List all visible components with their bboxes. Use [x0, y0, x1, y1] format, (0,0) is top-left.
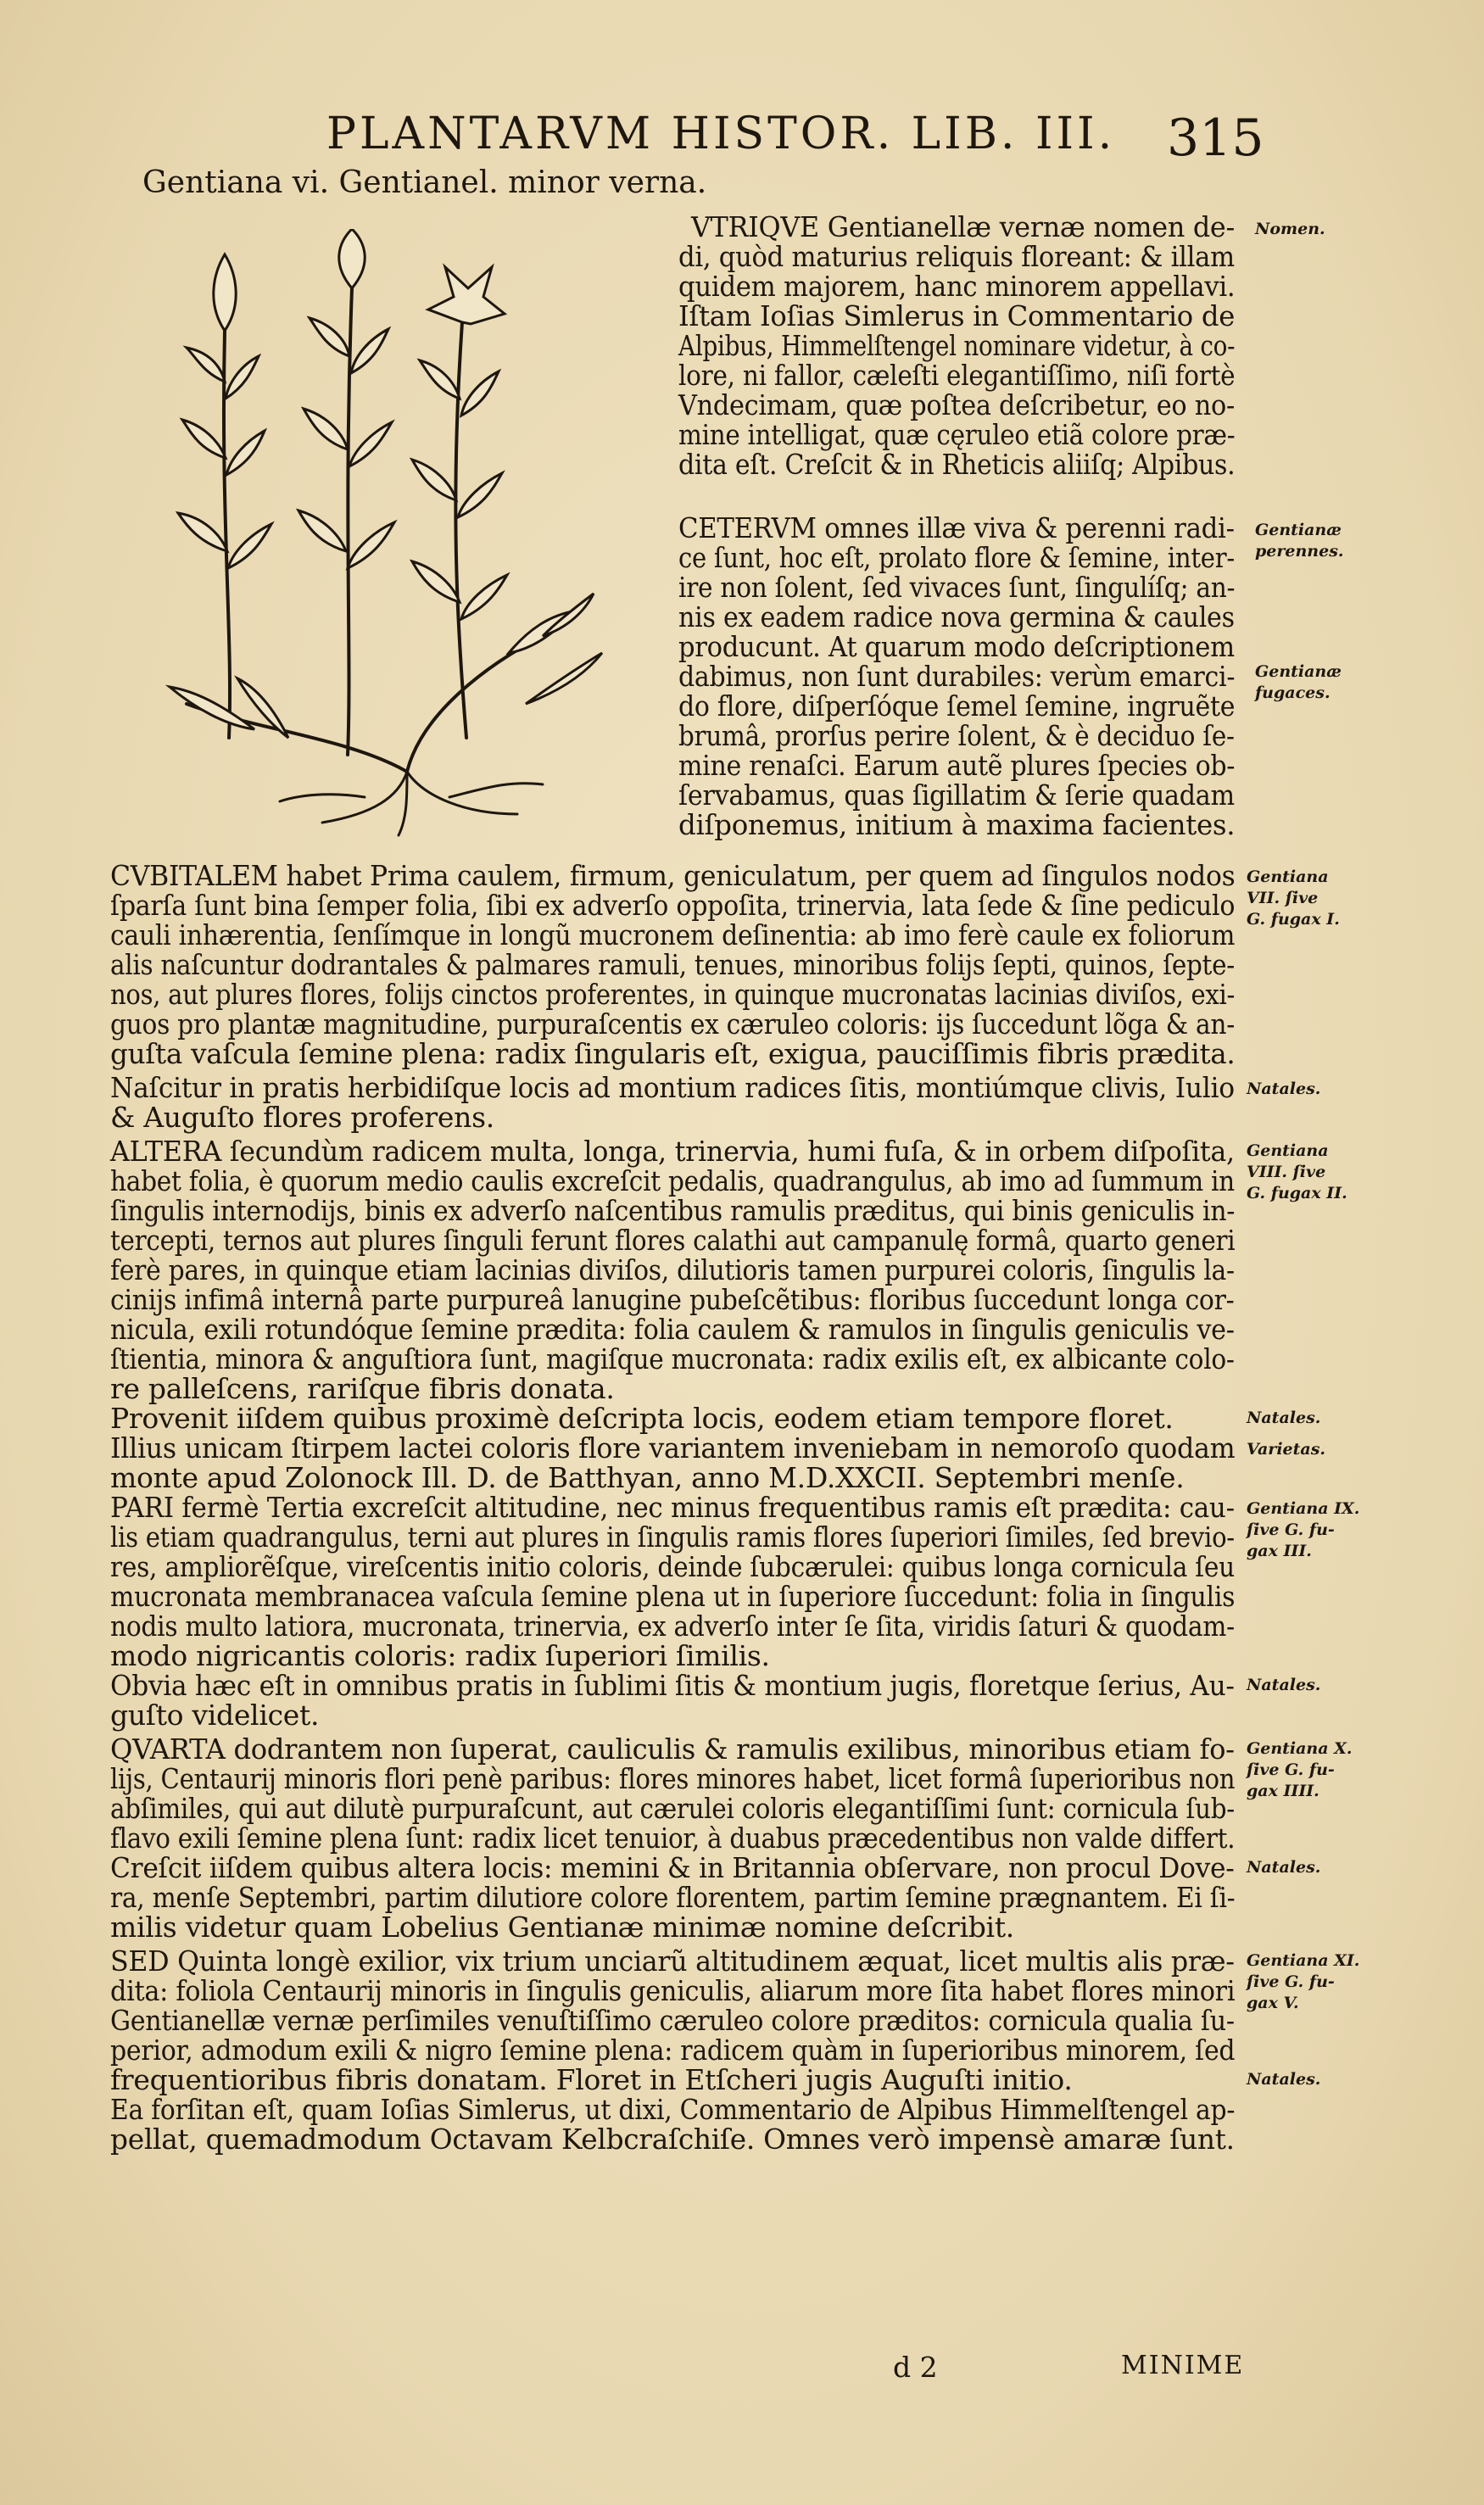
margin-note: Gentiana	[1247, 1141, 1329, 1160]
text-line: PARI fermè Tertia excreſcit altitudine, nec minus frequentibus ramis eſt prædita: cau-	[110, 1491, 1235, 1524]
text-line: nos, aut plures flores, folijs cinctos proferentes, in quinque mucronatas lacinias diviſos, exi-	[110, 978, 1236, 1011]
text-line: nis ex eadem radice nova germina & caules	[678, 600, 1235, 633]
text-line: lore, ni fallor, cæleſti elegantiſſimo, niſi fortè	[678, 359, 1236, 392]
flower	[339, 229, 365, 288]
plant-root	[449, 784, 543, 797]
text-line: & Auguſto flores proferens.	[110, 1101, 494, 1134]
plant-stem	[455, 322, 466, 738]
leaf	[310, 318, 349, 356]
text-line: lijs, Centaurij minoris flori penè paribus: flores minores habet, licet formâ ſuperioribus non	[110, 1762, 1236, 1795]
text-line: Iſtam Ioſias Simlerus in Commentario de	[678, 299, 1236, 332]
text-line: mine intelligat, quæ cęruleo etiã colore præ-	[678, 418, 1236, 451]
page-number: 315	[1167, 109, 1264, 168]
leaf	[182, 420, 226, 458]
text-line: pellat, quemadmodum Octavam Kelbcraſchiſe. Omnes verò impensè amaræ ſunt.	[110, 2123, 1235, 2156]
leaf	[543, 594, 594, 636]
margin-note: ſive G. fu-	[1247, 1760, 1335, 1779]
plant-stem	[407, 636, 543, 772]
text-line: ſingulis internodijs, binis ex adverſo naſcentibus ramulis præditus, qui binis geniculis in-	[110, 1194, 1236, 1227]
text-line: abſimiles, qui aut dilutè purpuraſcunt, aut cærulei coloris elegantiſſimi ſunt: cornicula ſub-	[110, 1792, 1235, 1825]
text-line: VTRIQVE Gentianellæ vernæ nomen de-	[691, 210, 1235, 243]
text-line: monte apud Zolonock Ill. D. de Batthyan, anno M.D.XXCII. Septembri menſe.	[110, 1461, 1185, 1494]
text-line: cinijs infimâ internâ parte purpureâ lanugine pubeſcẽtibus: floribus ſuccedunt longa cor-	[110, 1283, 1235, 1316]
margin-note: Gentiana XI.	[1247, 1951, 1360, 1970]
text-line: quidem majorem, hanc minorem appellavi.	[678, 270, 1236, 303]
text-line: ire non ſolent, ſed vivaces ſunt, ſingulíſq; an-	[678, 571, 1236, 604]
flower	[428, 267, 505, 324]
margin-note: Natales.	[1247, 1080, 1321, 1098]
margin-note: Gentiana IX.	[1247, 1499, 1360, 1518]
margin-note: gax IIII.	[1247, 1782, 1319, 1800]
text-line: guos pro plantæ magnitudine, purpuraſcentis ex cæruleo coloris: ijs ſuccedunt lõga & an-	[110, 1007, 1235, 1040]
leaf	[170, 687, 254, 729]
text-line: ce ſunt, hoc eſt, prolato flore & ſemine, inter-	[678, 541, 1235, 574]
text-line: ſervabamus, quas ſigillatim & ſerie quadam	[678, 778, 1235, 812]
margin-note: perennes.	[1255, 542, 1344, 561]
leaf	[412, 561, 460, 602]
margin-note: Natales.	[1247, 1676, 1321, 1694]
text-line: alis naſcuntur dodrantales & palmares ramuli, tenues, minoribus folijs ſepti, quinos, ſepte-	[110, 948, 1235, 981]
plant-root	[280, 795, 365, 801]
margin-note: ſive G. fu-	[1247, 1520, 1335, 1539]
running-title: PLANTARVM HISTOR. LIB. III.	[326, 109, 1116, 159]
leaf	[348, 522, 394, 568]
text-line: modo nigricantis coloris: radix ſuperiori ſimilis.	[110, 1639, 770, 1672]
text-line: CVBITALEM habet Prima caulem, firmum, geniculatum, per quem ad ſingulos nodos	[110, 859, 1236, 892]
margin-note: G. fugax II.	[1247, 1184, 1347, 1202]
text-line: Creſcit iiſdem quibus altera locis: memini & in Britannia obſervare, non procul Dove-	[110, 1851, 1235, 1884]
text-line: frequentioribus fibris donatam. Floret in Etſcheri jugis Auguſti initio.	[110, 2063, 1073, 2096]
leaf	[526, 653, 602, 704]
text-line: producunt. At quarum modo deſcriptionem	[678, 630, 1235, 663]
margin-note: Varietas.	[1247, 1440, 1326, 1459]
leaf	[187, 348, 225, 382]
text-line: CETERVM omnes illæ viva & perenni radi-	[678, 511, 1235, 544]
text-line: QVARTA dodrantem non ſuperat, cauliculis & ramulis exilibus, minoribus etiam fo-	[110, 1732, 1235, 1766]
margin-note: Gentiana	[1247, 868, 1329, 886]
text-line: mine renaſci. Earum autẽ plures ſpecies ob-	[678, 749, 1236, 782]
text-line: Vndecimam, quæ poſtea deſcribetur, eo no-	[678, 388, 1235, 421]
leaf	[228, 524, 271, 568]
text-line: tercepti, ternos aut plures ſinguli ferunt flores calathi aut campanulę formâ, quarto generi	[110, 1224, 1236, 1257]
text-line: diſponemus, initium à maxima facientes.	[678, 808, 1236, 841]
leaf	[412, 460, 456, 500]
signature-mark: d 2	[893, 2351, 938, 2384]
catchword: MINIME	[1121, 2351, 1245, 2380]
leaf	[461, 371, 499, 416]
text-line: Ea forſitan eſt, quam Ioſias Simlerus, ut dixi, Commentario de Alpibus Himmelſtengel ap-	[110, 2093, 1236, 2126]
text-line: Gentianellæ vernæ perſimiles venuſtiſſimo cæruleo colore præditos: cornicula qualia ſu-	[110, 2004, 1235, 2037]
text-line: nicula, exili rotundóque ſemine prædita: folia caulem & ramulos in ſingulis geniculis ve-	[110, 1313, 1235, 1346]
text-line: dita eſt. Creſcit & in Rheticis aliiſq; Alpibus.	[678, 448, 1236, 481]
margin-note: gax III.	[1247, 1542, 1312, 1560]
text-line: Alpibus, Himmelſtengel nominare videtur, à co-	[678, 329, 1236, 362]
leaf	[458, 473, 502, 517]
flower	[214, 254, 236, 331]
text-line: dita: foliola Centaurij minoris in ſingulis geniculis, aliarum more ſita habet flores minori	[110, 1974, 1236, 2007]
leaf	[178, 513, 227, 551]
leaf	[226, 356, 259, 399]
text-line: milis videtur quam Lobelius Gentianæ minimæ nomine deſcribit.	[110, 1911, 1014, 1944]
leaf	[351, 329, 388, 373]
text-line: guſta vaſcula ſemine plena: radix ſingularis eſt, exigua, pauciſſimis fibris prædita.	[110, 1037, 1236, 1070]
leaf	[461, 575, 507, 619]
text-line: dabimus, non ſunt durabiles: verùm emarci-	[678, 660, 1236, 693]
margin-note: fugaces.	[1255, 683, 1331, 702]
text-line: Naſcitur in pratis herbidiſque locis ad montium radices ſitis, montiúmque clivis, Iulio	[110, 1071, 1235, 1104]
text-line: ferè pares, in quinque etiam lacinias diviſos, dilutioris tamen purpurei coloris, ſingulis la-	[110, 1253, 1235, 1286]
text-line: Illius unicam ſtirpem lactei coloris flore variantem inveniebam in nemoroſo quodam	[110, 1431, 1236, 1465]
margin-note: Gentiana X.	[1247, 1739, 1353, 1758]
margin-note: VIII. ſive	[1247, 1163, 1326, 1181]
text-line: perior, admodum exili & nigro ſemine plena: radicem quàm in ſuperioribus minorem, ſed	[110, 2034, 1236, 2067]
margin-note: G. fugax I.	[1247, 910, 1340, 929]
leaf	[304, 409, 348, 449]
text-line: do flore, diſperſóque ſemel ſemine, ingruẽte	[678, 689, 1236, 722]
leaf	[420, 360, 460, 399]
text-line: di, quòd maturius reliquis floreant: & illam	[678, 240, 1235, 273]
text-line: mucronata membranacea vaſcula ſemine plena ut in ſuperiore ſuccedunt: folia in ſingulis	[110, 1580, 1236, 1613]
text-line: habet folia, è quorum medio caulis excreſcit pedalis, quadrangulus, ab imo ad ſummum in	[110, 1164, 1235, 1197]
text-line: ſparſa ſunt bina ſemper folia, ſibi ex adverſo oppoſita, trinervia, lata ſede & ſine pediculo	[110, 889, 1236, 922]
leaf	[298, 510, 346, 551]
text-line: cauli inhærentia, ſenſímque in longũ mucronem deſinentia: ab imo ferè caule ex foliorum	[110, 918, 1236, 951]
text-line: ra, menſe Septembri, partim dilutiore colore florentem, partim ſemine prægnantem. Ei ſi-	[110, 1881, 1236, 1914]
margin-note: VII. ſive	[1247, 889, 1319, 907]
margin-note: Natales.	[1247, 1858, 1321, 1877]
text-line: SED Quinta longè exilior, vix trium unciarũ altitudinem æquat, licet multis alis præ-	[110, 1944, 1235, 1978]
margin-note: Natales.	[1247, 2070, 1321, 2089]
text-line: nodis multo latiora, mucronata, trinervia, ex adverſo inter ſe ſita, viridis ſaturi & quodam-	[110, 1610, 1235, 1643]
margin-note: gax V.	[1247, 1994, 1299, 2012]
text-line: flavo exili ſemine plena ſunt: radix licet tenuior, à duabus præcedentibus non valde differt.	[110, 1822, 1236, 1855]
margin-note: ſive G. fu-	[1247, 1972, 1335, 1991]
text-line: Obvia hæc eſt in omnibus pratis in ſublimi ſitis & montium jugis, floretque ſerius, Au-	[110, 1669, 1235, 1702]
margin-note: Natales.	[1247, 1409, 1321, 1427]
leaf	[226, 431, 265, 475]
gentian-plant-woodcut	[153, 229, 628, 840]
text-line: brumâ, prorſus perire ſolent, & è deciduo ſe-	[678, 719, 1235, 752]
margin-note: Gentianæ	[1255, 662, 1342, 681]
figure-caption: Gentiana vi. Gentianel. minor verna.	[142, 165, 707, 200]
text-line: ALTERA ſecundùm radicem multa, longa, trinervia, humi fuſa, & in orbem diſpoſita,	[110, 1135, 1235, 1168]
text-line: ſtientia, minora & anguſtiora ſunt, magiſque mucronata: radix exilis eſt, ex albicante colo-	[110, 1342, 1235, 1375]
text-line: lis etiam quadrangulus, terni aut plures in ſingulis ramis flores ſuperiori ſimiles, ſed brevio-	[110, 1520, 1235, 1554]
leaf	[349, 422, 392, 466]
text-line: Provenit iiſdem quibus proximè deſcripta locis, eodem etiam tempore floret.	[110, 1402, 1174, 1435]
text-line: guſto videlicet.	[110, 1699, 320, 1732]
text-line: res, ampliorẽſque, vireſcentis initio coloris, deinde ſubcærulei: quibus longa cornicula ſeu	[110, 1550, 1235, 1583]
margin-note: Nomen.	[1255, 220, 1325, 238]
margin-note: Gentianæ	[1255, 521, 1342, 539]
plant-stem	[348, 288, 352, 755]
text-line: re palleſcens, rariſque fibris donata.	[110, 1372, 615, 1405]
